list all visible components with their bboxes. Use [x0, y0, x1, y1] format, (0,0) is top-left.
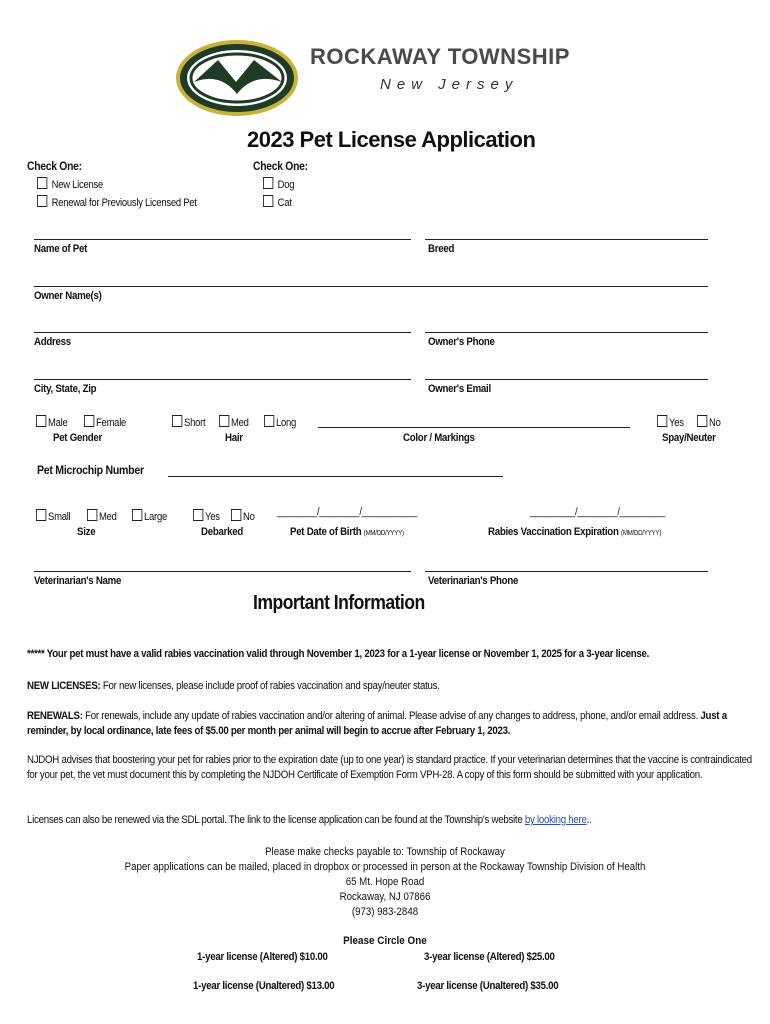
renewals-paragraph: RENEWALS: For renewals, include any update of rabies vaccination and/or altering of animal. Please advise of any changes to address, phone, and/or email address. Just a reminder, by local ordinance, late fees of $5.00 per month per animal will begin to accrue after February 1, 2023.	[27, 710, 727, 737]
owners-phone-label: Owner's Phone	[428, 336, 495, 348]
mailing-block	[0, 845, 770, 920]
address-label: Address	[34, 336, 71, 348]
page-title: 2023 Pet License Application	[247, 127, 536, 152]
checkbox[interactable]	[172, 415, 182, 427]
spay-no[interactable]: No	[697, 415, 721, 429]
checkbox[interactable]	[84, 415, 94, 427]
checkbox[interactable]	[264, 415, 274, 427]
mailing-line: 65 Mt. Hope Road	[345, 876, 425, 888]
mailing-line: Rockaway, NJ 07866	[339, 891, 431, 903]
hair-long[interactable]: Long	[264, 415, 296, 429]
spay-label: Spay/Neuter	[662, 432, 716, 444]
microchip-label: Pet Microchip Number	[37, 463, 144, 477]
checkbox[interactable]	[87, 509, 97, 521]
vet-name-line[interactable]	[34, 571, 411, 572]
city-label: City, State, Zip	[34, 383, 97, 395]
debarked-no[interactable]: No	[231, 509, 255, 523]
checkbox[interactable]	[37, 195, 47, 207]
sdl-paragraph: Licenses can also be renewed via the SDL portal. The link to the license application can be found at the Township's website by looking here..	[27, 814, 592, 826]
city-line[interactable]	[34, 379, 411, 380]
size-small[interactable]: Small	[36, 509, 70, 523]
checkbox[interactable]	[193, 509, 203, 521]
microchip-line[interactable]	[168, 476, 503, 477]
checkbox[interactable]	[263, 195, 273, 207]
check-one-heading-license: Check One:	[27, 159, 82, 173]
size-label: Size	[77, 526, 96, 538]
checkbox[interactable]	[36, 415, 46, 427]
owners-email-label: Owner's Email	[428, 383, 491, 395]
hair-label: Hair	[225, 432, 243, 444]
breed-line[interactable]	[425, 239, 708, 240]
township-logo	[174, 38, 300, 118]
owner-names-line[interactable]	[34, 286, 708, 287]
fee-3yr-unaltered[interactable]: 3-year license (Unaltered) $35.00	[417, 980, 559, 992]
fee-1yr-altered[interactable]: 1-year license (Altered) $10.00	[197, 951, 328, 963]
township-website-link[interactable]: by looking here	[524, 814, 587, 826]
mailing-line: Paper applications can be mailed, placed in dropbox or processed in person at the Rockaway Township Division of Health	[124, 861, 646, 873]
hair-short[interactable]: Short	[172, 415, 205, 429]
org-name: ROCKAWAY TOWNSHIP	[310, 44, 570, 69]
size-large[interactable]: Large	[132, 509, 167, 523]
debarked-yes[interactable]: Yes	[193, 509, 220, 523]
checkbox[interactable]	[132, 509, 142, 521]
breed-label: Breed	[428, 243, 455, 255]
mailing-line: (973) 983-2848	[351, 906, 419, 918]
checkbox[interactable]	[657, 415, 667, 427]
vet-name-label: Veterinarian's Name	[34, 575, 122, 587]
owners-phone-line[interactable]	[425, 332, 708, 333]
option-new-license[interactable]: New License	[37, 177, 103, 191]
vet-phone-label: Veterinarian's Phone	[428, 575, 519, 587]
gender-label: Pet Gender	[53, 432, 103, 444]
color-label: Color / Markings	[403, 432, 475, 444]
check-one-heading-species: Check One:	[253, 159, 308, 173]
checkbox[interactable]	[231, 509, 241, 521]
checkbox[interactable]	[219, 415, 229, 427]
name-of-pet-label: Name of Pet	[34, 243, 88, 255]
checkbox[interactable]	[36, 509, 46, 521]
mailing-line: Please make checks payable to: Township of Rockaway	[265, 846, 505, 858]
debarked-label: Debarked	[201, 526, 244, 538]
owners-email-line[interactable]	[425, 379, 708, 380]
size-med[interactable]: Med	[87, 509, 117, 523]
color-line[interactable]	[318, 427, 630, 428]
fee-1yr-unaltered[interactable]: 1-year license (Unaltered) $13.00	[193, 980, 335, 992]
new-licenses-paragraph: NEW LICENSES: For new licenses, please include proof of rabies vaccination and spay/neuter status.	[27, 680, 440, 692]
owner-names-label: Owner Name(s)	[34, 290, 102, 302]
name-of-pet-line[interactable]	[34, 239, 411, 240]
option-renewal[interactable]: Renewal for Previously Licensed Pet	[37, 195, 197, 209]
fees-heading: Please Circle One	[343, 935, 427, 947]
checkbox[interactable]	[697, 415, 707, 427]
rabies-exp-label: Rabies Vaccination Expiration (MM/DD/YYYY)	[488, 526, 661, 538]
vet-phone-line[interactable]	[425, 571, 708, 572]
option-dog[interactable]: Dog	[263, 177, 294, 191]
dob-label: Pet Date of Birth (MM/DD/YYYY)	[290, 526, 404, 538]
address-line[interactable]	[34, 332, 411, 333]
org-state: New Jersey	[380, 76, 519, 93]
checkbox[interactable]	[37, 177, 47, 189]
fee-3yr-altered[interactable]: 3-year license (Altered) $25.00	[424, 951, 555, 963]
spay-yes[interactable]: Yes	[657, 415, 684, 429]
rabies-exp-field[interactable]: _________/________/_________	[530, 506, 665, 518]
gender-female[interactable]: Female	[84, 415, 126, 429]
gender-male[interactable]: Male	[36, 415, 68, 429]
dob-field[interactable]: ________/________/___________	[277, 506, 417, 518]
hair-med[interactable]: Med	[219, 415, 249, 429]
rabies-notice: ***** Your pet must have a valid rabies vaccination valid through November 1, 2023 for a 1-year license or November 1, 2025 for a 3-year license.	[27, 648, 650, 660]
checkbox[interactable]	[263, 177, 273, 189]
important-heading: Important Information	[253, 592, 425, 614]
njdoh-paragraph: NJDOH advises that boostering your pet for rabies prior to the expiration date (up to one year) is standard practice. If your veterinarian determines that the vaccine is contraindicated for your pet, the vet must document this by completing the NJDOH Certificate of Exemption Form VPH-28. A copy of this form should be submitted with your application.	[27, 754, 752, 781]
option-cat[interactable]: Cat	[263, 195, 292, 209]
